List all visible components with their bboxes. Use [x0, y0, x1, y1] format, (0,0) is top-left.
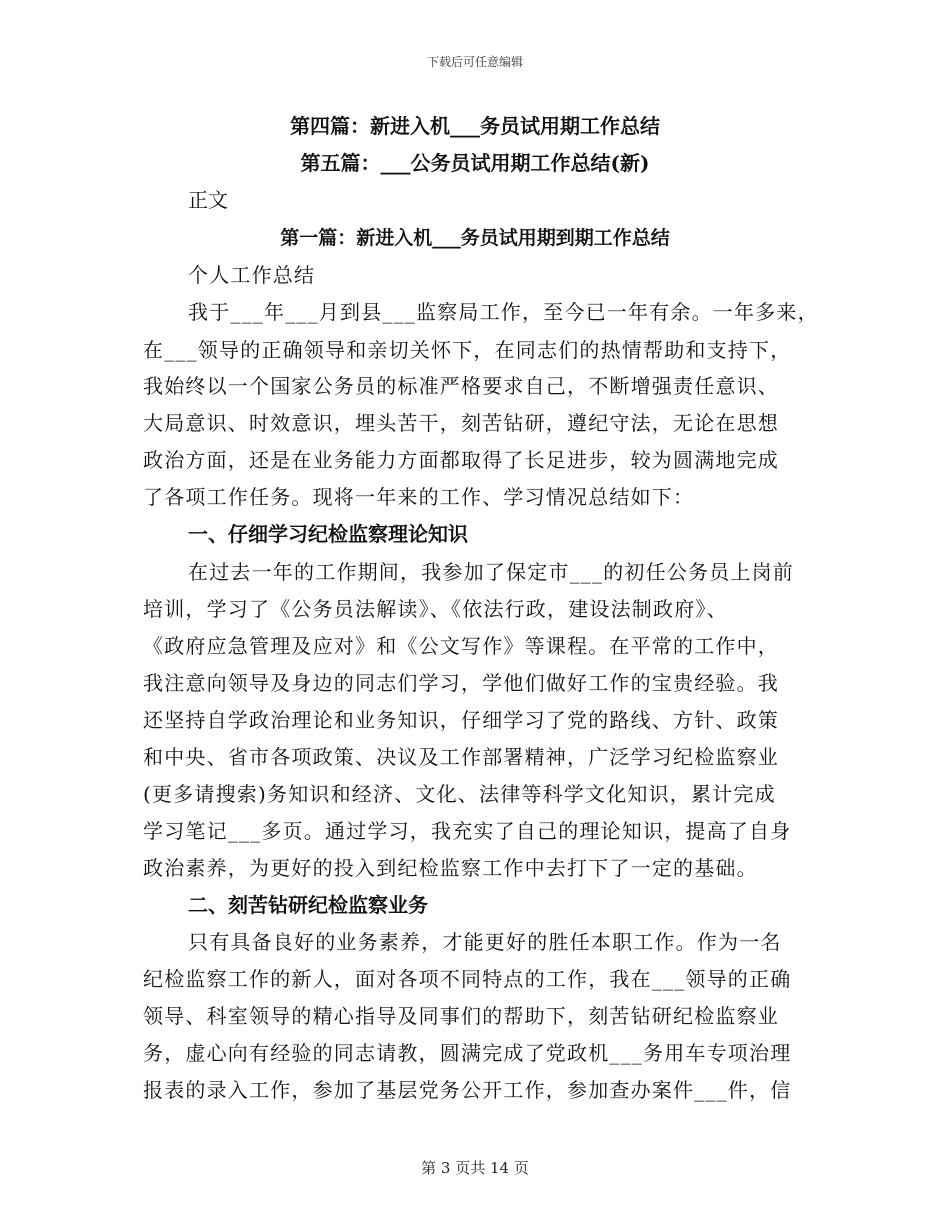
- para2-line: 学习笔记___多页。通过学习，我充实了自己的理论知识，提高了自身: [143, 819, 792, 843]
- heading-1: 一、仔细学习纪检监察理论知识: [188, 522, 468, 546]
- para2-line: 政治素养，为更好的投入到纪检监察工作中去打下了一定的基础。: [143, 856, 758, 880]
- para1-line: 政治方面，还是在业务能力方面都取得了长足进步，较为圆满地完成: [143, 448, 779, 472]
- title-part5: 第五篇：___公务员试用期工作总结(新): [300, 151, 650, 175]
- para1-line: 我始终以一个国家公务员的标准严格要求自己，不断增强责任意识、: [143, 374, 779, 398]
- title-part4: 第四篇：新进入机___务员试用期工作总结: [290, 114, 660, 138]
- para2-line: 还坚持自学政治理论和业务知识，仔细学习了党的路线、方针、政策: [143, 708, 779, 732]
- para3-line: 只有具备良好的业务素养，才能更好的胜任本职工作。作为一名: [188, 930, 782, 954]
- para3-line: 领导、科室领导的精心指导及同事们的帮助下，刻苦钻研纪检监察业: [143, 1004, 779, 1028]
- para2-line: 和中央、省市各项政策、决议及工作部署精神，广泛学习纪检监察业: [143, 745, 779, 769]
- zhengwen-label: 正文: [188, 188, 228, 212]
- page-footer: 第 3 页共 14 页: [421, 1159, 529, 1177]
- para3-line: 纪检监察工作的新人，面对各项不同特点的工作，我在___领导的正确: [143, 967, 792, 991]
- para1-line: 在___领导的正确领导和亲切关怀下，在同志们的热情帮助和支持下，: [143, 338, 792, 362]
- para2-line: 我注意向领导及身边的同志们学习，学他们做好工作的宝贵经验。我: [143, 671, 779, 695]
- para1-line: 我于___年___月到县___监察局工作，至今已一年有余。一年多来，: [188, 300, 819, 324]
- para2-line: 《政府应急管理及应对》和《公文写作》等课程。在平常的工作中，: [143, 634, 779, 658]
- para1-line: 大局意识、时效意识，埋头苦干，刻苦钻研，遵纪守法，无论在思想: [143, 411, 779, 435]
- subtitle: 个人工作总结: [188, 263, 316, 287]
- para2-line: 在过去一年的工作期间，我参加了保定市___的初任公务员上岗前: [188, 560, 794, 584]
- para1-line: 了各项工作任务。现将一年来的工作、学习情况总结如下：: [143, 485, 695, 509]
- heading-2: 二、刻苦钻研纪检监察业务: [188, 893, 428, 917]
- para3-line: 报表的录入工作，参加了基层党务公开工作，参加查办案件___件，信: [143, 1078, 792, 1102]
- page-header: 下载后可任意编辑: [426, 55, 523, 69]
- para3-line: 务，虚心向有经验的同志请教，圆满完成了党政机___务用车专项治理: [143, 1041, 792, 1065]
- section1-title: 第一篇：新进入机___务员试用期到期工作总结: [280, 227, 670, 249]
- para2-line: 培训，学习了《公务员法解读》、《依法行政，建设法制政府》、: [143, 597, 728, 621]
- para2-line: (更多请搜索)务知识和经济、文化、法律等科学文化知识，累计完成: [143, 782, 776, 806]
